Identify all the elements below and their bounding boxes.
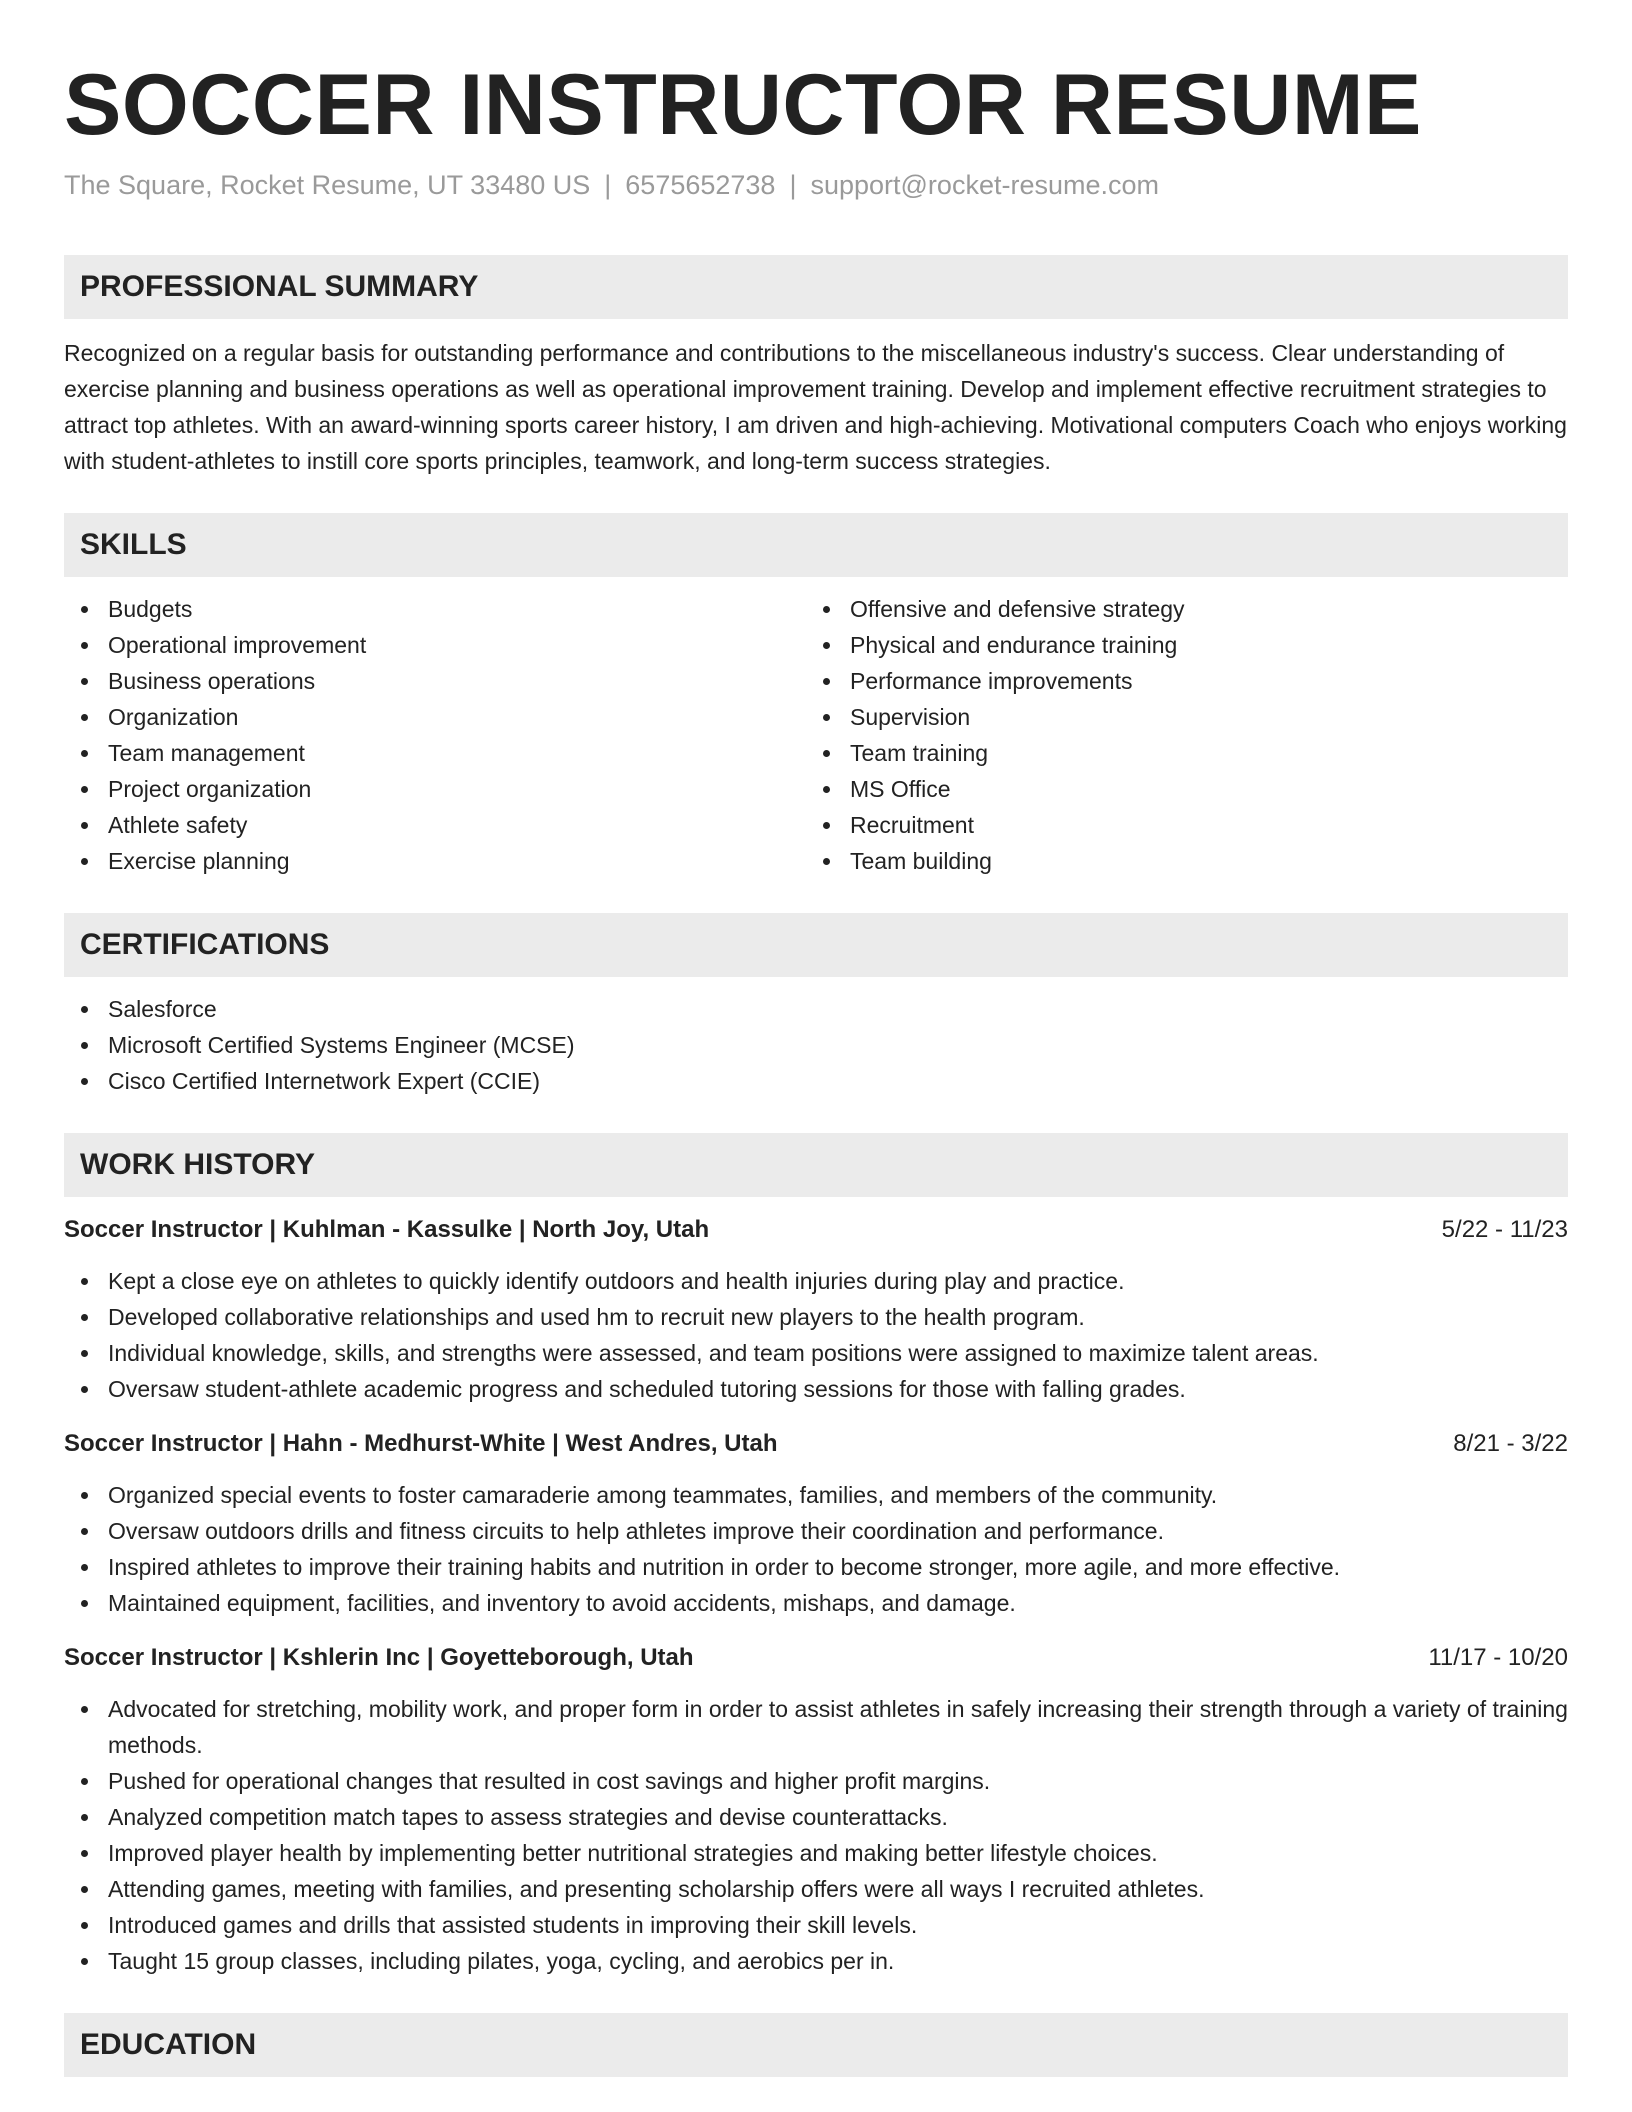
certification-item: Microsoft Certified Systems Engineer (MCSE) [64,1027,1568,1063]
job-bullets [64,1691,1568,1979]
job-bullet: Analyzed competition match tapes to assess strategies and devise counterattacks. [64,1799,1568,1835]
job-entry [64,1427,1568,1621]
certifications-list [64,991,1568,1099]
skills-list-right [806,591,1548,879]
job-bullet: Maintained equipment, facilities, and inventory to avoid accidents, mishaps, and damage. [64,1585,1568,1621]
skill-item: Business operations [64,663,806,699]
job-bullet: Oversaw outdoors drills and fitness circuits to help athletes improve their coordination and performance. [64,1513,1568,1549]
job-bullet: Taught 15 group classes, including pilates, yoga, cycling, and aerobics per in. [64,1943,1568,1979]
section-heading-education: EDUCATION [64,2013,1568,2077]
section-heading-skills: SKILLS [64,513,1568,577]
skill-item: Supervision [806,699,1548,735]
job-bullet: Oversaw student-athlete academic progress and scheduled tutoring sessions for those with falling grades. [64,1371,1568,1407]
skill-item: Team management [64,735,806,771]
job-bullet: Kept a close eye on athletes to quickly identify outdoors and health injuries during play and practice. [64,1263,1568,1299]
skill-item: Project organization [64,771,806,807]
contact-separator: | [789,170,797,200]
contact-email: support@rocket-resume.com [810,170,1159,200]
job-dates: 5/22 - 11/23 [1441,1216,1568,1243]
contact-separator: | [604,170,612,200]
job-title: Soccer Instructor | Kuhlman - Kassulke | North Joy, Utah [64,1216,710,1243]
job-bullet: Organized special events to foster camaraderie among teammates, families, and members of the community. [64,1477,1568,1513]
job-bullet: Pushed for operational changes that resulted in cost savings and higher profit margins. [64,1763,1568,1799]
contact-address: The Square, Rocket Resume, UT 33480 US [64,170,591,200]
skill-item: Operational improvement [64,627,806,663]
skill-item: Athlete safety [64,807,806,843]
skill-item: Performance improvements [806,663,1548,699]
section-heading-work-history: WORK HISTORY [64,1133,1568,1197]
resume-title: SOCCER INSTRUCTOR RESUME [64,57,1422,153]
skills-list-left [64,591,806,879]
job-bullet: Individual knowledge, skills, and strengths were assessed, and team positions were assigned to maximize talent areas. [64,1335,1568,1371]
job-bullet: Improved player health by implementing better nutritional strategies and making better lifestyle choices. [64,1835,1568,1871]
job-bullet: Introduced games and drills that assisted students in improving their skill levels. [64,1907,1568,1943]
skill-item: Budgets [64,591,806,627]
skill-item: Exercise planning [64,843,806,879]
job-dates: 11/17 - 10/20 [1428,1644,1568,1671]
job-title: Soccer Instructor | Kshlerin Inc | Goyetteborough, Utah [64,1644,694,1671]
job-bullet: Attending games, meeting with families, and presenting scholarship offers were all ways I recruited athletes. [64,1871,1568,1907]
job-entry [64,1641,1568,1979]
skill-item: Team training [806,735,1548,771]
skill-item: Organization [64,699,806,735]
job-dates: 8/21 - 3/22 [1453,1430,1568,1457]
job-bullets [64,1263,1568,1407]
skills-grid [64,591,1568,879]
job-title: Soccer Instructor | Hahn - Medhurst-White | West Andres, Utah [64,1430,778,1457]
certification-item: Cisco Certified Internetwork Expert (CCIE) [64,1063,1568,1099]
skill-item: Offensive and defensive strategy [806,591,1548,627]
skill-item: MS Office [806,771,1548,807]
section-heading-certifications: CERTIFICATIONS [64,913,1568,977]
contact-phone: 6575652738 [625,170,776,200]
summary-text: Recognized on a regular basis for outstanding performance and contributions to the miscellaneous industry's success. Clear understanding of exercise planning and business operations as well as operational improvement training. Develop and implement effective recruitment strategies to attract top athletes. With an award-winning sports career history, I am driven and high-achieving. Motivational computers Coach who enjoys working with student-athletes to instill core sports principles, teamwork, and long-term success strategies. [64,340,1567,474]
job-header [64,1427,1568,1461]
skill-item: Recruitment [806,807,1548,843]
job-bullets [64,1477,1568,1621]
certification-item: Salesforce [64,991,1568,1027]
job-entry [64,1213,1568,1407]
job-header [64,1641,1568,1675]
skill-item: Team building [806,843,1548,879]
contact-line [64,167,1568,203]
skill-item: Physical and endurance training [806,627,1548,663]
job-bullet: Developed collaborative relationships and used hm to recruit new players to the health program. [64,1299,1568,1335]
job-header [64,1213,1568,1247]
job-bullet: Inspired athletes to improve their training habits and nutrition in order to become stronger, more agile, and more effective. [64,1549,1568,1585]
section-heading-summary: PROFESSIONAL SUMMARY [64,255,1568,319]
job-bullet: Advocated for stretching, mobility work, and proper form in order to assist athletes in safely increasing their strength through a variety of training methods. [64,1691,1568,1763]
